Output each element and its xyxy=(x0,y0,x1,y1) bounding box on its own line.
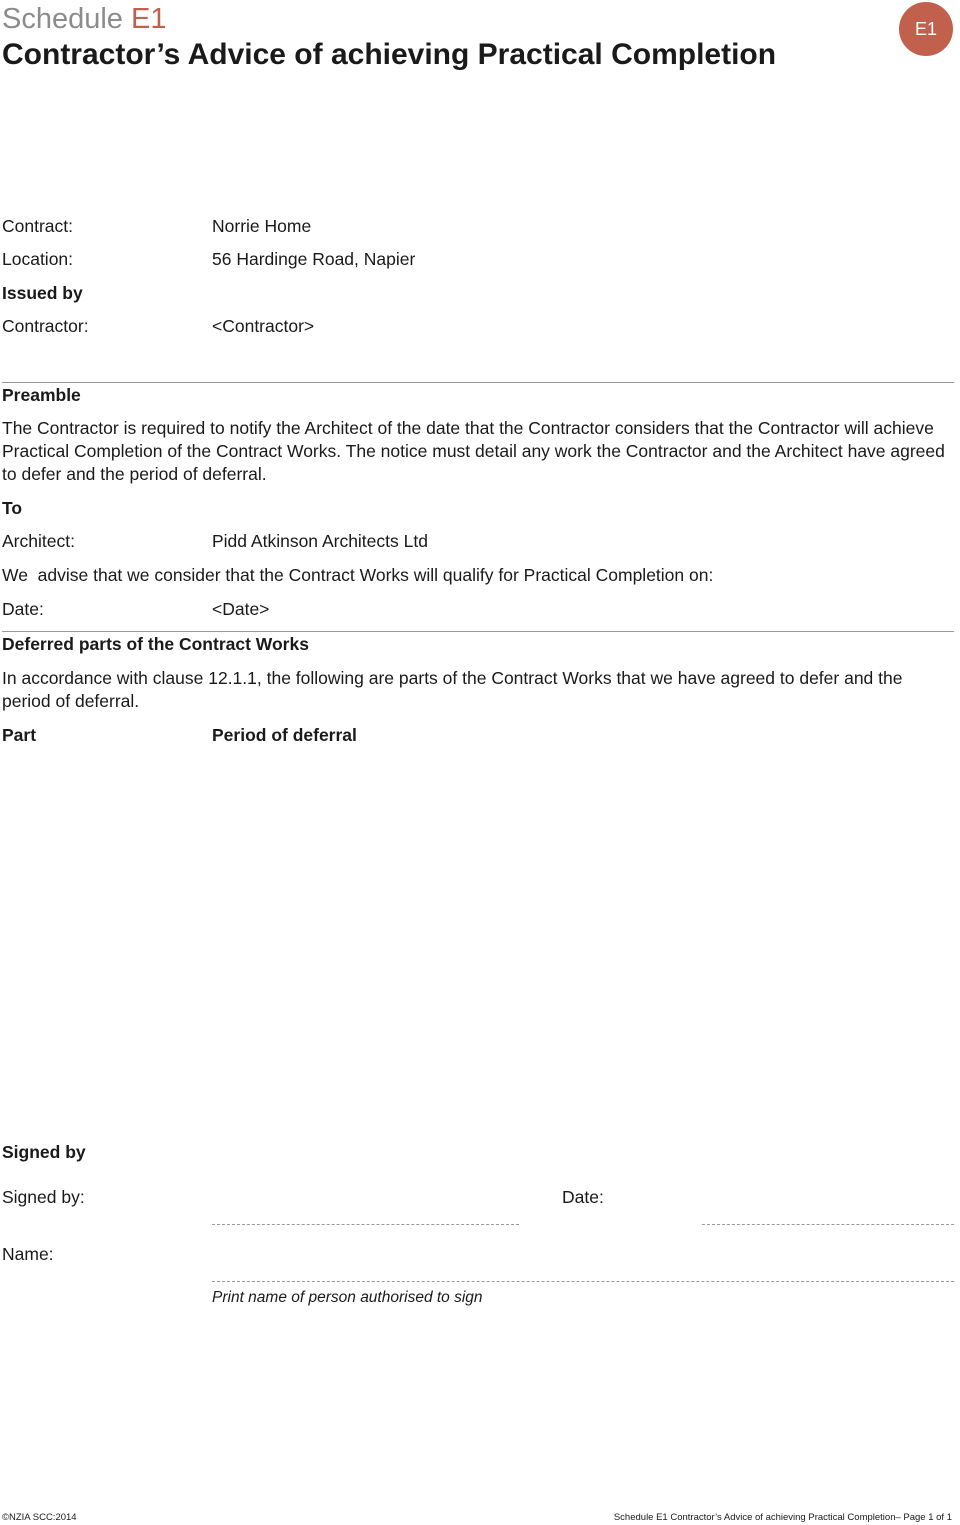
location-label: Location: xyxy=(2,249,74,269)
deferred-heading: Deferred parts of the Contract Works xyxy=(2,634,309,654)
contract-label: Contract: xyxy=(2,216,73,236)
signed-by-label: Signed by: xyxy=(2,1187,85,1207)
location-value: 56 Hardinge Road, Napier xyxy=(212,249,416,269)
schedule-badge: E1 xyxy=(899,2,953,56)
footer-copyright: ©NZIA SCC:2014 xyxy=(2,1512,77,1523)
date-label: Date: xyxy=(2,599,44,619)
signed-by-heading: Signed by xyxy=(2,1142,86,1162)
sign-date-label: Date: xyxy=(562,1187,604,1207)
schedule-word: Schedule xyxy=(2,3,123,35)
print-name-note: Print name of person authorised to sign xyxy=(212,1289,483,1306)
preamble-text: The Contractor is required to notify the Architect of the date that the Contractor considers that the Contractor will achieve Practical Completion of the Contract Works. The notice must detail any work the Contractor and the Architect have agreed to defer and the period of deferral. xyxy=(2,418,945,484)
schedule-label xyxy=(2,2,166,36)
sign-date-line[interactable] xyxy=(702,1224,954,1225)
name-line[interactable] xyxy=(212,1281,954,1282)
column-header-period: Period of deferral xyxy=(212,725,357,745)
section-divider xyxy=(2,631,954,632)
architect-label: Architect: xyxy=(2,531,75,551)
preamble-heading: Preamble xyxy=(2,385,81,405)
signature-line[interactable] xyxy=(212,1224,519,1225)
date-value: <Date> xyxy=(212,599,270,619)
section-divider xyxy=(2,382,954,383)
contractor-value: <Contractor> xyxy=(212,316,315,336)
advice-text: We advise that we consider that the Contract Works will qualify for Practical Completion on: xyxy=(2,565,714,585)
issued-by-heading: Issued by xyxy=(2,283,83,303)
contractor-label: Contractor: xyxy=(2,316,89,336)
deferred-text: In accordance with clause 12.1.1, the following are parts of the Contract Works that we have agreed to defer and the period of deferral. xyxy=(2,668,903,711)
footer-page-info: Schedule E1 Contractor’s Advice of achieving Practical Completion– Page 1 of 1 xyxy=(613,1512,952,1523)
page-title: Contractor’s Advice of achieving Practical Completion xyxy=(2,38,777,71)
to-heading: To xyxy=(2,498,23,518)
column-header-part: Part xyxy=(2,725,37,745)
schedule-code: E1 xyxy=(131,3,167,35)
architect-value: Pidd Atkinson Architects Ltd xyxy=(212,531,428,551)
name-label: Name: xyxy=(2,1244,54,1264)
contract-value: Norrie Home xyxy=(212,216,312,236)
